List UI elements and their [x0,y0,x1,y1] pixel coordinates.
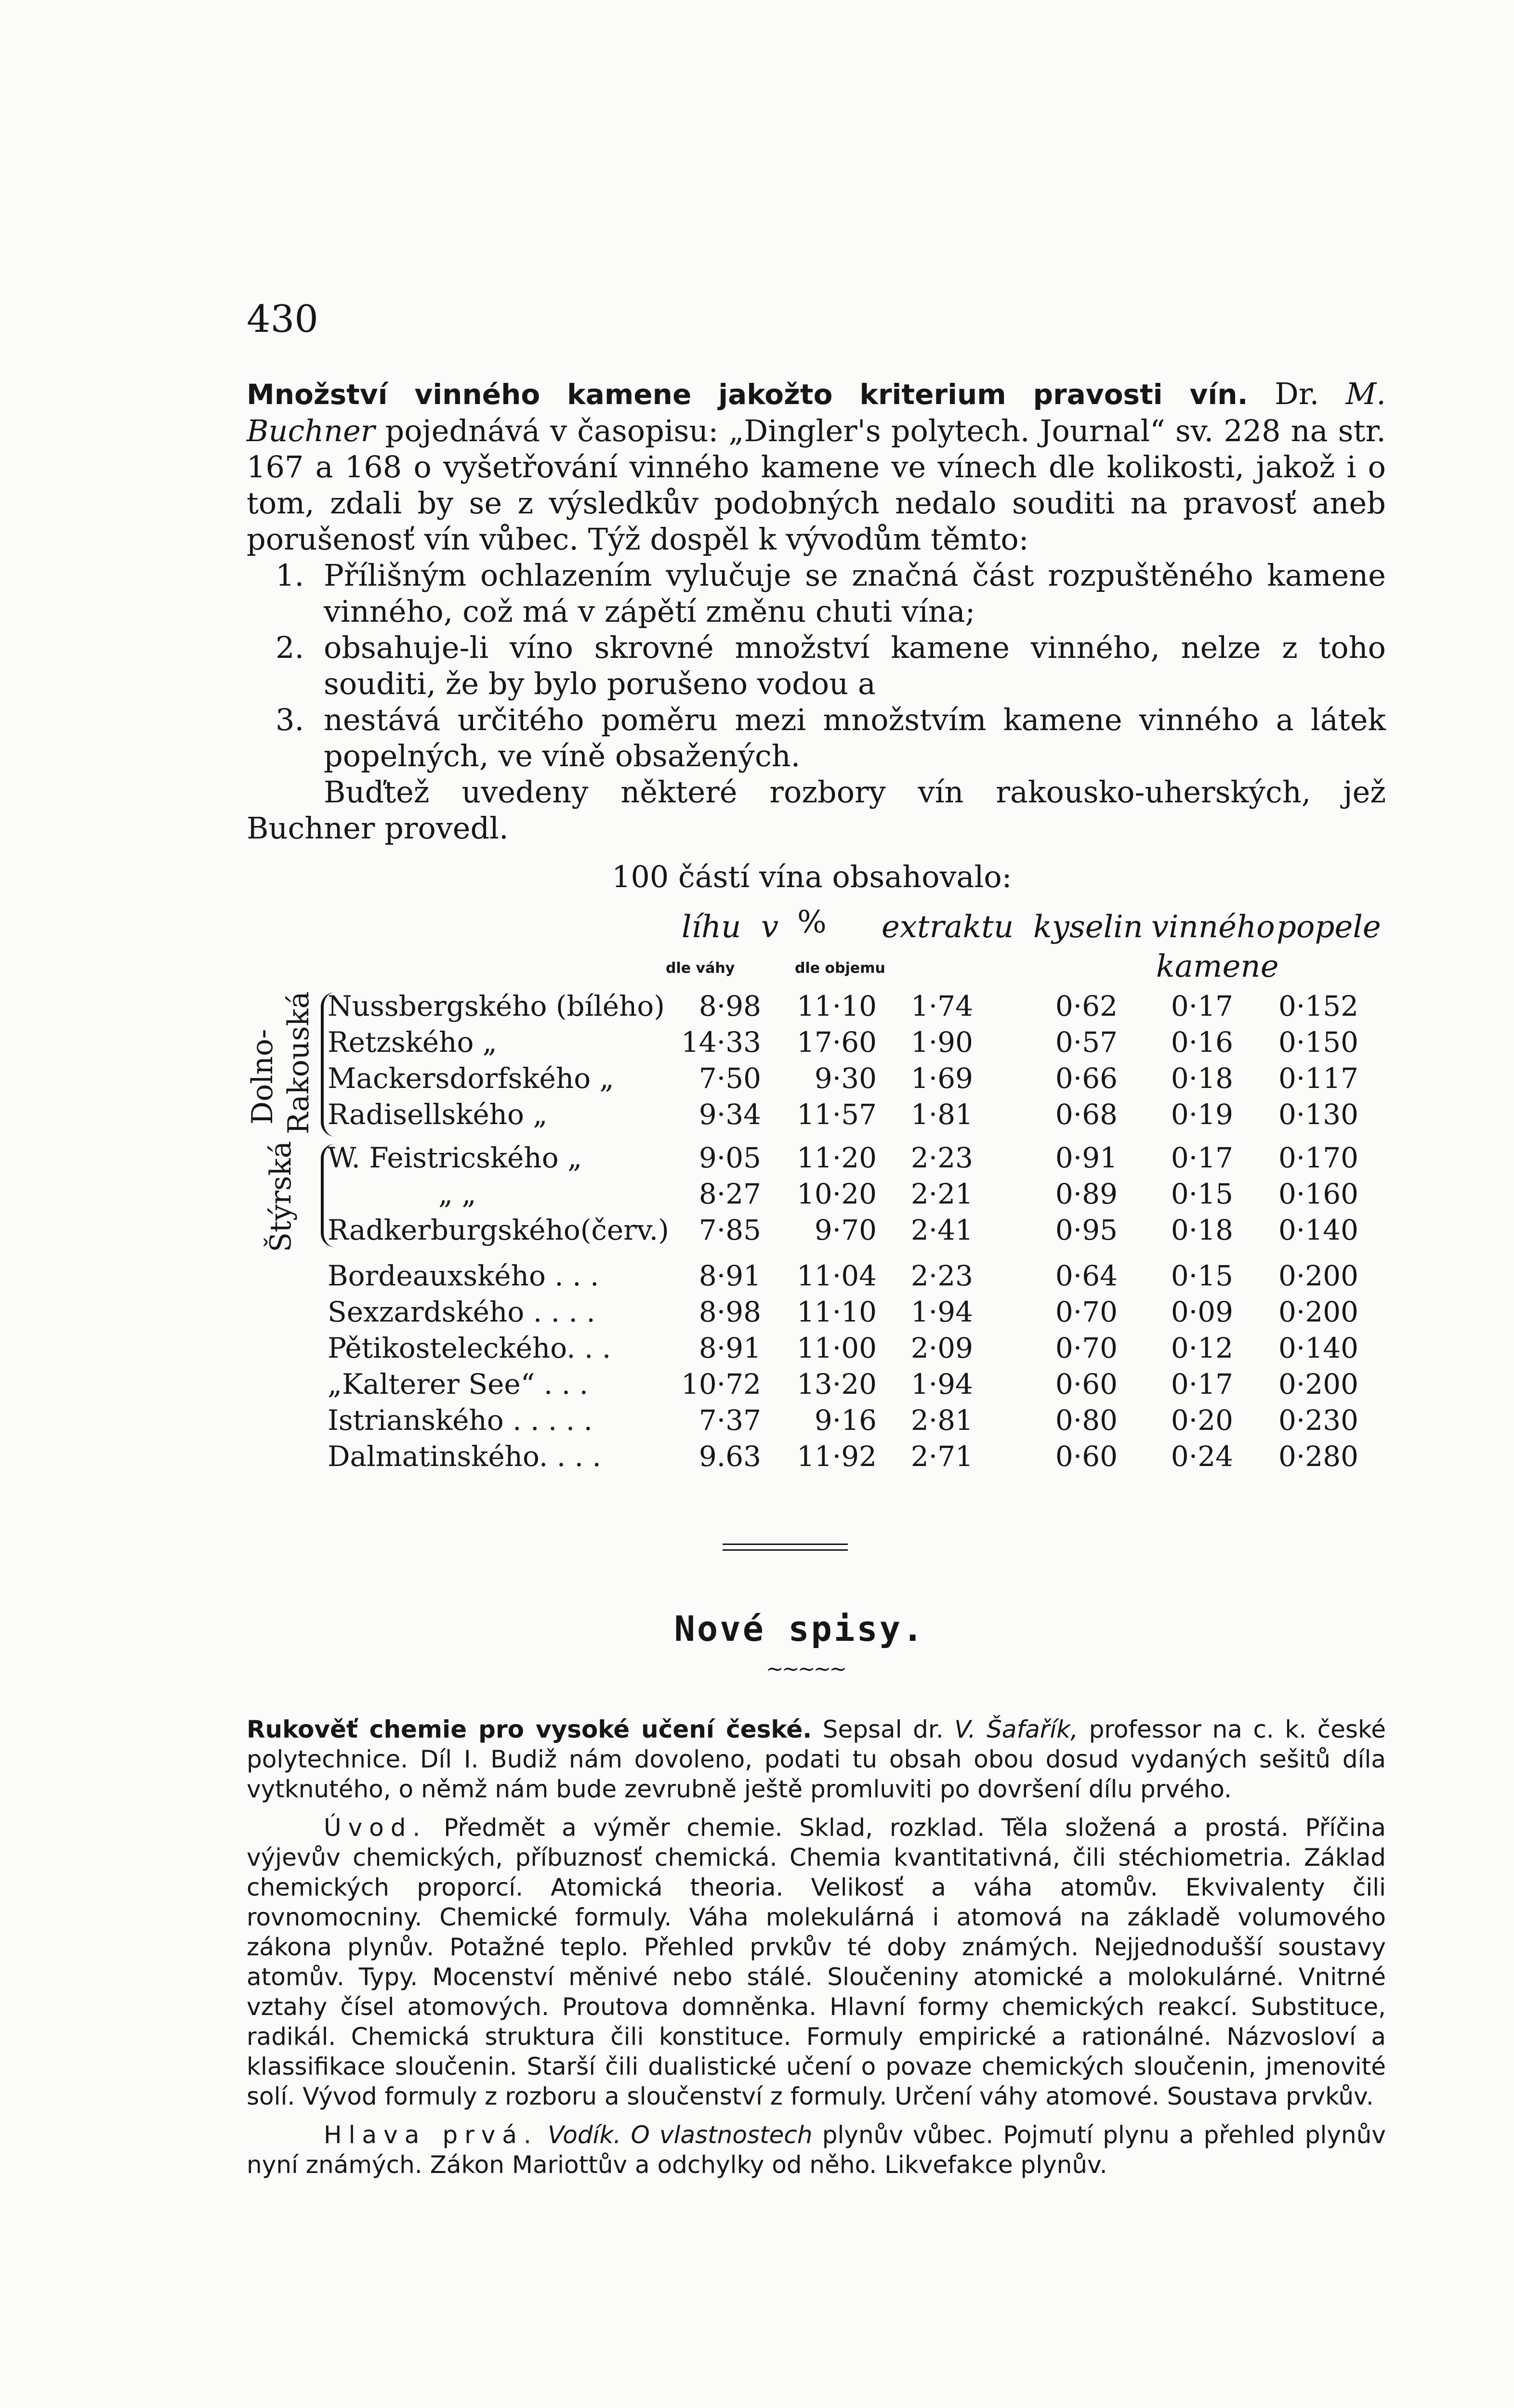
alcohol-volume: 17·60 [796,1026,877,1059]
alcohol-weight: 7·85 [698,1214,761,1246]
acids: 0·60 [1055,1440,1118,1473]
review-hlava [247,2120,1386,2180]
hlava-italic: Vodík. O vlastnostech [538,2121,813,2149]
extract: 2·71 [910,1440,973,1473]
closing-paragraph: Buďtež uvedeny některé rozbory vín rakousko-uherských, jež Buchner provedl. [247,774,1386,846]
wine-name: „ „ [438,1178,476,1210]
alcohol-volume: 11·00 [796,1332,877,1364]
extract: 1·81 [910,1098,973,1131]
header-vinneho: vinného [1151,909,1275,945]
header-extraktu: extraktu [882,909,1014,945]
tartar: 0·15 [1171,1178,1233,1210]
acids: 0·57 [1055,1026,1118,1059]
acids: 0·89 [1055,1178,1118,1210]
intro-paragraph [247,376,1386,557]
review-author-initial: V. [954,1715,976,1743]
wine-name: Sexzardského . . . . [328,1296,595,1328]
wine-name: Bordeauxského . . . [328,1259,599,1292]
extract: 2·23 [910,1141,973,1174]
list-item [247,629,1386,702]
acids: 0·70 [1055,1296,1118,1328]
table-row [328,1098,1387,1134]
section-divider-bottom [723,1549,848,1551]
alcohol-weight: 10·72 [681,1368,761,1400]
region-label-dolno: Dolno- [246,1029,279,1125]
review-intro [247,1714,1386,1804]
alcohol-weight: 9.63 [698,1440,761,1473]
wine-name: Dalmatinského. . . . [328,1440,601,1473]
header-lihu: líhu [682,909,741,945]
alcohol-volume: 9·70 [814,1214,877,1246]
book-review [247,1714,1386,2188]
list-number: 2. [276,630,304,665]
alcohol-volume: 9·16 [814,1404,877,1437]
alcohol-weight: 8·91 [698,1332,761,1364]
wave-ornament: ~~~~~ [766,1657,845,1681]
acids: 0·66 [1055,1062,1118,1095]
header-popele: popele [1277,909,1381,945]
extract: 1·90 [910,1026,973,1059]
table-row [328,1259,1387,1296]
extract: 2·81 [910,1404,973,1437]
alcohol-volume: 11·57 [796,1098,877,1131]
alcohol-weight: 8·27 [698,1178,761,1210]
table-row [328,1178,1387,1214]
region-label-rakouska: Rakouská [282,991,316,1134]
section-divider-top [723,1544,848,1545]
acids: 0·64 [1055,1259,1118,1292]
subheader-dle-objemu: dle objemu [795,960,885,977]
alcohol-weight: 7·37 [698,1404,761,1437]
extract: 1·94 [910,1296,973,1328]
header-kyselin: kyselin [1033,909,1143,945]
ash: 0·160 [1278,1178,1358,1210]
page-number: 430 [247,298,318,341]
header-v: v [761,909,779,945]
alcohol-volume: 11·10 [796,990,877,1022]
uvod-text: Předmět a výměr chemie. Sklad, rozklad. Těla složená a prostá. Příčina výjevův chemických, příbuznosť chemická. Chemia kvantitativná, čili stéchiometria. Základ chemických proporcí. Atomická theoria. Velikosť a váha atomův. Ekvivalenty čili rovnomocniny. Chemické formuly. Váha molekulárná i atomová na základě volumového zákona plynův. Potažné teplo. Přehled prvkův té doby známých. Nejjednodušší soustavy atomův. Typy. Mocenství měnivé nebo stálé. Sloučeniny atomické a molokulárné. Vnitrné vztahy čísel atomových. Proutova domněnka. Hlavní formy chemických reakcí. Substituce, radikál. Chemická struktura čili konstituce. Formuly empirické a rationálné. Názvosloví a klassifikace sloučenin. Starší čili dualistické učení o povaze chemických sloučenin, jmenovité solí. Vývod formuly z rozboru a sloučenství z formuly. Určení váhy atomové. Soustava prvkův. [247,1814,1386,2110]
table-row [328,1296,1387,1332]
table-row [328,1440,1387,1476]
tartar: 0·16 [1171,1026,1233,1059]
alcohol-volume: 10·20 [796,1178,877,1210]
list-number: 3. [276,702,304,737]
ash: 0·230 [1278,1404,1358,1437]
alcohol-weight: 8·91 [698,1259,761,1292]
alcohol-volume: 9·30 [814,1062,877,1095]
table-row [328,1214,1387,1250]
ash: 0·150 [1278,1026,1358,1059]
intro-text-1: Dr. [1248,376,1346,411]
wine-name: „Kalterer See“ . . . [328,1368,589,1400]
acids: 0·70 [1055,1332,1118,1364]
alcohol-weight: 14·33 [681,1026,761,1059]
list-number: 1. [276,558,304,593]
wine-name: Retzského „ [328,1026,497,1059]
header-percent: % [797,904,827,940]
tartar: 0·18 [1171,1062,1233,1095]
extract: 2·09 [910,1332,973,1364]
tartar: 0·12 [1171,1332,1233,1364]
acids: 0·80 [1055,1404,1118,1437]
tartar: 0·17 [1171,990,1233,1022]
table-caption: 100 částí vína obsahovalo: [612,859,1012,894]
alcohol-weight: 8·98 [698,1296,761,1328]
alcohol-weight: 9·05 [698,1141,761,1174]
list-text: Přílišným ochlazením vylučuje se značná část rozpuštěného kamene vinného, což má v zápětí změnu chuti vína; [324,558,1386,629]
ash: 0·140 [1278,1332,1358,1364]
table-row [328,990,1387,1026]
hlava-text: plynův vůbec. Pojmutí plynu a přehled plynův nyní známých. Zákon Mariottův a odchylky od něho. Likvefakce plynův. [247,2121,1386,2179]
ash: 0·117 [1278,1062,1358,1095]
intro-article [247,376,1386,846]
ash: 0·200 [1278,1296,1358,1328]
alcohol-volume: 11·20 [796,1141,877,1174]
alcohol-volume: 11·92 [796,1440,877,1473]
ash: 0·140 [1278,1214,1358,1246]
intro-text-2: pojednává v časopisu: „Dingler's polytech. Journal“ sv. 228 na str. 167 a 168 o vyšetřování vinného kamene ve vínech dle kolikosti, jakož i o tom, zdali by se z výsledkův podobných nedalo souditi na pravosť aneb porušenosť vín vůbec. Týž dospěl k vývodům těmto: [247,413,1386,557]
wine-name: Mackersdorfského „ [328,1062,614,1095]
header-kamene: kamene [1156,949,1279,984]
conclusions-list [247,557,1386,774]
table-row [328,1062,1387,1098]
tartar: 0·15 [1171,1259,1233,1292]
list-item [247,557,1386,629]
ash: 0·170 [1278,1141,1358,1174]
review-author-name: Šafařík, [987,1715,1079,1743]
table-row [328,1404,1387,1440]
region-label-styrska: Štýrská [264,1141,298,1252]
section-title: Nové spisy. [674,1609,925,1649]
ash: 0·130 [1278,1098,1358,1131]
tartar: 0·20 [1171,1404,1233,1437]
acids: 0·62 [1055,990,1118,1022]
uvod-label: Úvod. [324,1814,427,1842]
wine-name: Nussbergského (bílého) [328,990,665,1022]
list-item [247,702,1386,774]
extract: 2·23 [910,1259,973,1292]
wine-name: Radisellského „ [328,1098,548,1131]
alcohol-weight: 9·34 [698,1098,761,1131]
review-title: Rukověť chemie pro vysoké učení české. [247,1715,812,1743]
acids: 0·60 [1055,1368,1118,1400]
wine-name: Pětikosteleckého. . . [328,1332,611,1364]
table-row [328,1141,1387,1178]
extract: 1·74 [910,990,973,1022]
review-by: Sepsal dr. [812,1715,955,1743]
wine-name: W. Feistricského „ [328,1141,582,1174]
list-text: obsahuje-li víno skrovné množství kamene vinného, nelze z toho souditi, že by bylo porušeno vodou a [324,630,1386,701]
tartar: 0·24 [1171,1440,1233,1473]
alcohol-weight: 8·98 [698,990,761,1022]
acids: 0·91 [1055,1141,1118,1174]
ash: 0·200 [1278,1259,1358,1292]
author-initial: M. [1345,376,1386,411]
article-lead: Množství vinného kamene jakožto kriterium pravosti vín. [247,378,1248,411]
extract: 1·69 [910,1062,973,1095]
ash: 0·280 [1278,1440,1358,1473]
subheader-dle-vahy: dle váhy [666,960,735,977]
wine-name: Istrianského . . . . . [328,1404,593,1437]
acids: 0·68 [1055,1098,1118,1131]
alcohol-volume: 13·20 [796,1368,877,1400]
hlava-label: Hlava prvá. [324,2121,538,2149]
review-uvod [247,1813,1386,2111]
tartar: 0·19 [1171,1098,1233,1131]
alcohol-volume: 11·04 [796,1259,877,1292]
alcohol-volume: 11·10 [796,1296,877,1328]
tartar: 0·17 [1171,1141,1233,1174]
tartar: 0·17 [1171,1368,1233,1400]
tartar: 0·09 [1171,1296,1233,1328]
ash: 0·200 [1278,1368,1358,1400]
review-rest: professor na c. k. české polytechnice. Díl I. Budiž nám dovoleno, podati tu obsah obou dosud vydaných sešitů díla vytknutého, o němž nám bude zevrubně ještě promluviti po dovršení dílu prvého. [247,1715,1386,1803]
wine-name: Radkerburgského(červ.) [328,1214,669,1246]
extract: 1·94 [910,1368,973,1400]
list-text: nestává určitého poměru mezi množstvím kamene vinného a látek popelných, ve víně obsažených. [324,702,1386,773]
tartar: 0·18 [1171,1214,1233,1246]
acids: 0·95 [1055,1214,1118,1246]
ash: 0·152 [1278,990,1358,1022]
table-row [328,1368,1387,1404]
extract: 2·41 [910,1214,973,1246]
extract: 2·21 [910,1178,973,1210]
alcohol-weight: 7·50 [698,1062,761,1095]
table-row [328,1332,1387,1368]
table-row [328,1026,1387,1062]
author-name: Buchner [247,413,375,448]
